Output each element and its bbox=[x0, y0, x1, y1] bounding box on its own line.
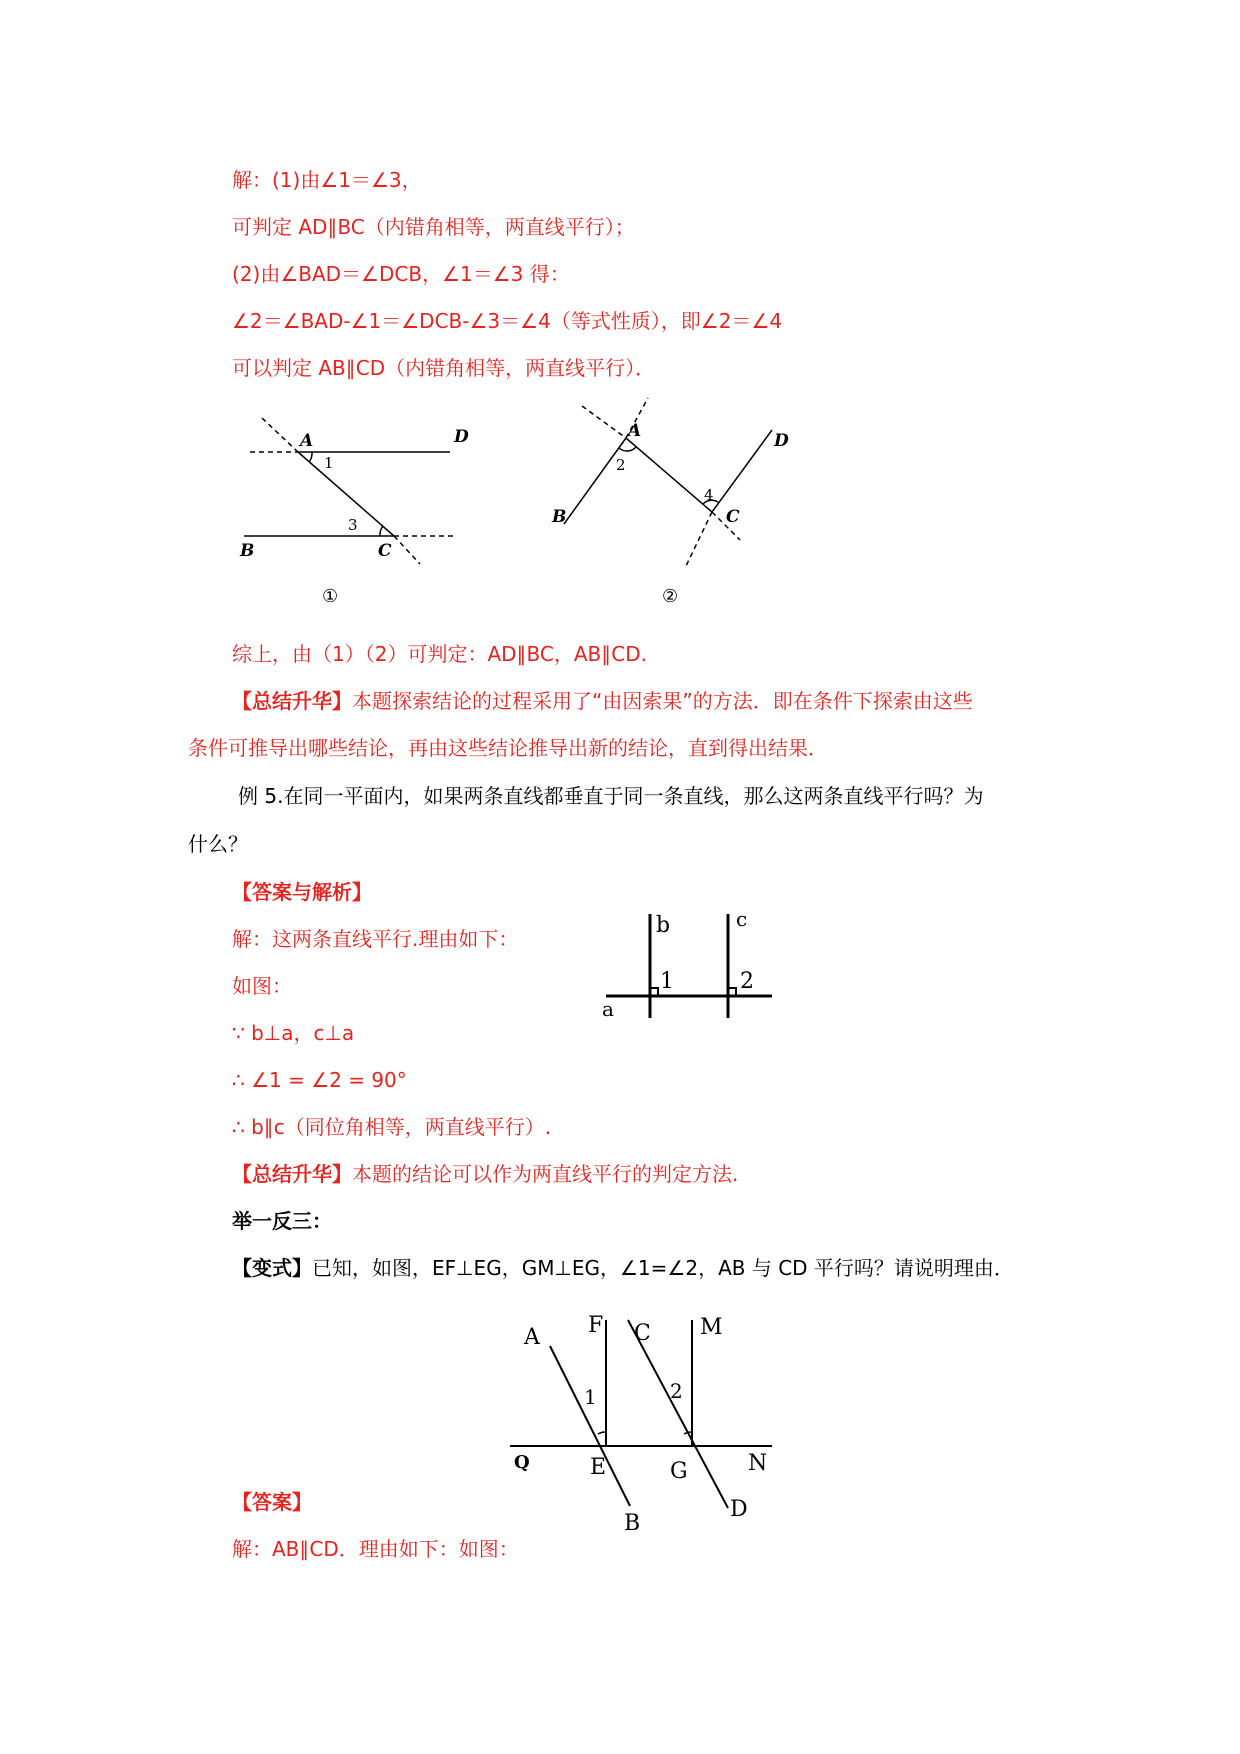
example5-step-4: ∴ ∠1 = ∠2 = 90° bbox=[232, 1068, 407, 1092]
fig2-label-B: B bbox=[552, 507, 567, 527]
example5-step-3: ∵ b⊥a，c⊥a bbox=[232, 1021, 355, 1045]
fig1-label-A: A bbox=[300, 431, 314, 451]
example5-summary-tag: 【总结升华】 bbox=[232, 1162, 352, 1186]
fig4-label-N: N bbox=[748, 1451, 768, 1476]
solution-line-4: ∠2＝∠BAD-∠1＝∠DCB-∠3＝∠4（等式性质），即∠2＝∠4 bbox=[232, 309, 783, 333]
example5-question-a: 例 5.在同一平面内，如果两条直线都垂直于同一条直线，那么这两条直线平行吗？为 bbox=[238, 784, 984, 808]
fig2-label-C: C bbox=[726, 507, 740, 527]
summary-text-a: 本题探索结论的过程采用了“由因索果”的方法．即在条件下探索由这些 bbox=[352, 689, 973, 713]
fig3-angle-2: 2 bbox=[740, 969, 754, 994]
practice-answer-tag: 【答案】 bbox=[232, 1490, 312, 1514]
fig2-caption: ② bbox=[662, 586, 679, 607]
fig2-label-A: A bbox=[628, 421, 642, 441]
fig3-label-c: c bbox=[736, 907, 748, 931]
fig4-label-C: C bbox=[634, 1321, 651, 1346]
fig3-label-a: a bbox=[602, 997, 614, 1021]
fig1-caption: ① bbox=[322, 586, 339, 607]
fig3-angle-1: 1 bbox=[660, 969, 674, 994]
example5-step-5: ∴ b∥c（同位角相等，两直线平行）. bbox=[232, 1115, 552, 1139]
fig4-label-G: G bbox=[670, 1459, 688, 1484]
example5-question-b: 什么？ bbox=[188, 832, 248, 856]
fig4-label-A: A bbox=[524, 1325, 540, 1350]
fig2-angle-4: 4 bbox=[704, 486, 714, 504]
variant-text: 已知，如图，EF⊥EG，GM⊥EG，∠1=∠2，AB 与 CD 平行吗？请说明理由． bbox=[312, 1256, 1014, 1280]
fig1-label-B: B bbox=[240, 541, 255, 561]
fig4-angle-2: 2 bbox=[670, 1379, 683, 1403]
fig2-label-D: D bbox=[774, 431, 789, 451]
fig1-angle-1: 1 bbox=[324, 454, 334, 472]
practice-title: 举一反三： bbox=[232, 1209, 332, 1233]
fig4-angle-1: 1 bbox=[584, 1385, 597, 1409]
practice-answer-text: 解：AB∥CD．理由如下：如图： bbox=[232, 1537, 519, 1561]
fig4-label-F: F bbox=[588, 1313, 604, 1338]
example5-answer-tag: 【答案与解析】 bbox=[232, 880, 372, 904]
fig4-label-D: D bbox=[730, 1497, 748, 1522]
summary-tag: 【总结升华】 bbox=[232, 689, 352, 713]
fig2-angle-2: 2 bbox=[616, 456, 626, 474]
solution-line-5: 可以判定 AB∥CD（内错角相等，两直线平行）． bbox=[232, 356, 656, 380]
fig1-label-D: D bbox=[454, 427, 469, 447]
solution-line-1: 解：(1)由∠1＝∠3， bbox=[232, 168, 422, 192]
fig4-label-Q: Q bbox=[514, 1452, 530, 1473]
example5-step-2: 如图： bbox=[232, 974, 292, 998]
fig4-label-E: E bbox=[590, 1455, 607, 1480]
solution-line-2: 可判定 AD∥BC（内错角相等，两直线平行）； bbox=[232, 215, 635, 239]
fig1-label-C: C bbox=[378, 541, 392, 561]
example5-step-1: 解：这两条直线平行.理由如下： bbox=[232, 927, 519, 951]
fig3-label-b: b bbox=[656, 913, 671, 938]
solution-line-3: (2)由∠BAD＝∠DCB，∠1＝∠3 得： bbox=[232, 262, 570, 286]
example5-summary-text: 本题的结论可以作为两直线平行的判定方法. bbox=[352, 1162, 739, 1186]
summary-text-b: 条件可推导出哪些结论，再由这些结论推导出新的结论，直到得出结果． bbox=[188, 736, 828, 760]
summary-line: 综上，由（1）（2）可判定：AD∥BC，AB∥CD. bbox=[232, 642, 647, 666]
fig4-label-B: B bbox=[624, 1511, 641, 1536]
fig4-label-M: M bbox=[700, 1315, 723, 1340]
variant-tag: 【变式】 bbox=[232, 1256, 312, 1280]
fig1-angle-3: 3 bbox=[348, 516, 358, 534]
